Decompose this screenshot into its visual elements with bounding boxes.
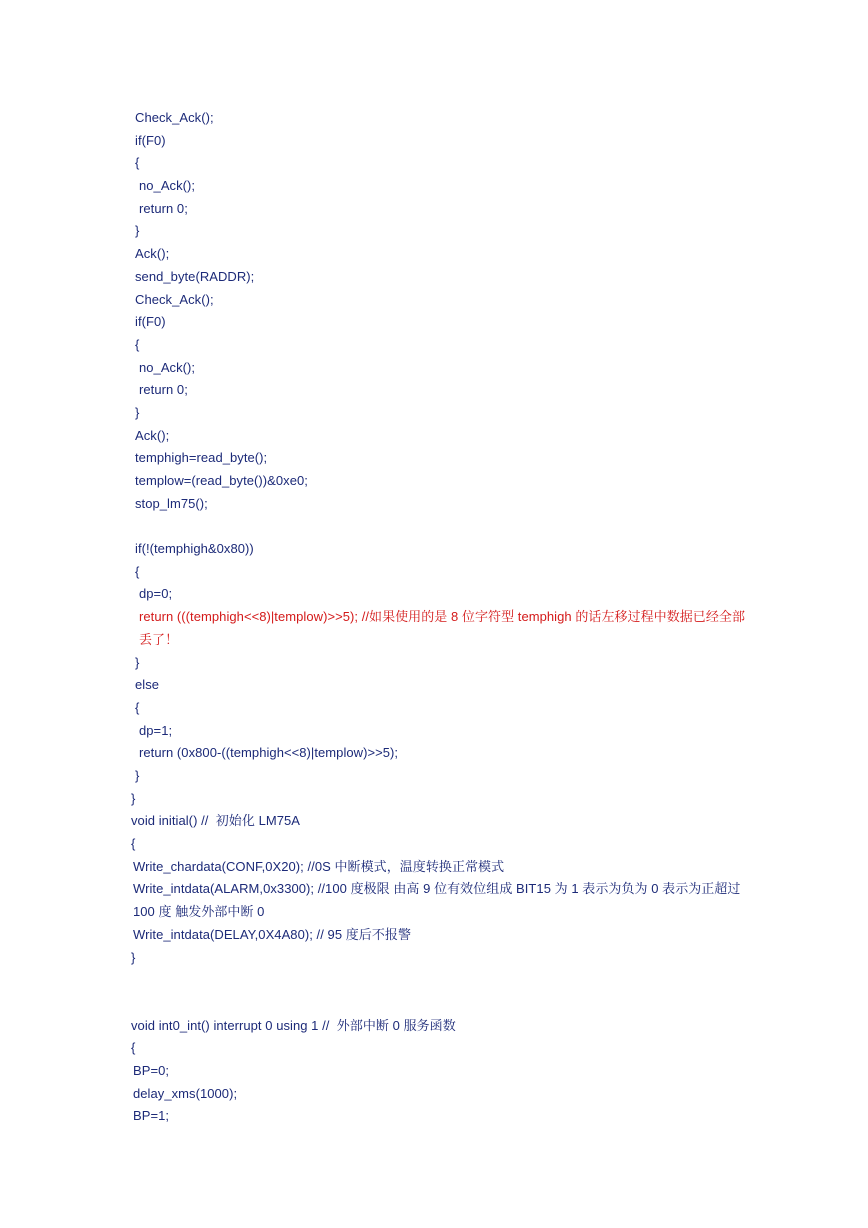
- code-line: void initial() // 初始化 LM75A: [131, 813, 301, 829]
- code-line: else: [135, 677, 160, 693]
- code-line: }: [135, 767, 140, 783]
- code-line: {: [135, 336, 140, 352]
- code-line: templow=(read_byte())&0xe0;: [135, 473, 308, 488]
- code-line: Check_Ack();: [135, 110, 214, 125]
- code-line: }: [135, 404, 140, 420]
- blank-line: [0, 515, 868, 538]
- code-line: }: [131, 949, 136, 965]
- code-line: no_Ack();: [139, 178, 196, 194]
- code-line: dp=0;: [139, 586, 173, 602]
- code-line: send_byte(RADDR);: [135, 268, 255, 284]
- code-line: {: [135, 155, 140, 171]
- code-line: Write_intdata(ALARM,0x3300); //100 度极限 由高 9 位有效位组成 BIT15 为 1 表示为负为 0 表示为正超过 100 度 触发外部中断 0: [133, 881, 741, 920]
- code-line: delay_xms(1000);: [133, 1085, 238, 1101]
- code-line: if(F0): [135, 314, 166, 330]
- code-line: Write_intdata(DELAY,0X4A80); // 95 度后不报警: [133, 926, 412, 942]
- code-line: }: [135, 654, 140, 670]
- code-line: return 0;: [139, 200, 188, 216]
- code-line: {: [131, 1040, 136, 1056]
- code-line: Ack();: [135, 246, 170, 262]
- code-line: if(F0): [135, 132, 166, 148]
- code-line: return (((temphigh<<8)|templow)>>5); //如果使用的是 8 位字符型 temphigh 的话左移过程中数据已经全部丢了！: [139, 609, 745, 647]
- code-line: {: [135, 563, 140, 579]
- code-line: temphigh=read_byte();: [135, 450, 268, 466]
- code-line: BP=0;: [133, 1062, 170, 1078]
- code-line: if(!(temphigh&0x80)): [135, 541, 254, 557]
- code-line: Check_Ack();: [135, 291, 214, 307]
- code-line: Ack();: [135, 427, 170, 443]
- code-line: no_Ack();: [139, 359, 196, 375]
- code-line: Write_chardata(CONF,0X20); //0S 中断模式，温度转换正常模式: [133, 858, 505, 874]
- blank-line: [0, 969, 868, 992]
- code-line: return (0x800-((temphigh<<8)|templow)>>5);: [139, 745, 399, 761]
- code-line: void int0_int() interrupt 0 using 1 // 外部中断 0 服务函数: [131, 1017, 456, 1033]
- code-line: stop_lm75();: [135, 495, 208, 511]
- blank-line: [0, 992, 868, 1015]
- code-line: {: [135, 699, 140, 715]
- code-line: {: [131, 836, 136, 852]
- code-line: return 0;: [139, 382, 188, 398]
- code-line: BP=1;: [133, 1108, 170, 1124]
- code-line: dp=1;: [139, 722, 173, 738]
- code-block: [0, 107, 868, 1128]
- code-line: }: [131, 790, 136, 806]
- code-line: }: [135, 223, 140, 239]
